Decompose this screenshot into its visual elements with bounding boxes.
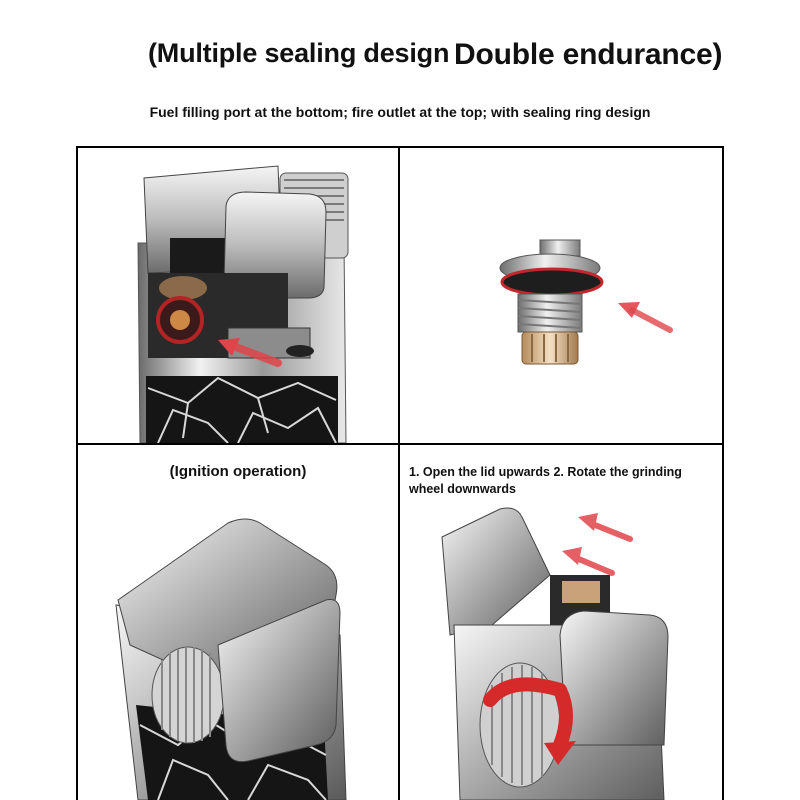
ignition-caption: (Ignition operation) [169, 463, 307, 480]
open-lid-arrow-icon [562, 513, 630, 573]
red-arrow-icon [618, 302, 670, 330]
title-multiple-sealing: (Multiple sealing design [148, 38, 450, 68]
panel-steps [400, 445, 722, 800]
sealing-ring [502, 269, 602, 295]
steps-illustration [400, 445, 722, 800]
panel-sealing-screw [400, 148, 722, 443]
title-double-endurance: Double endurance) [454, 38, 723, 71]
steps-caption: 1. Open the lid upwards 2. Rotate the grinding wheel downwards [409, 465, 682, 496]
lighter-open-top-illustration [78, 148, 398, 443]
panel-ignition-operation [78, 445, 398, 800]
grinding-wheel [152, 647, 224, 743]
panel-lighter-open-top [78, 148, 398, 443]
subtitle: Fuel filling port at the bottom; fire outlet at the top; with sealing ring design [149, 104, 651, 120]
sealing-screw-illustration [400, 148, 722, 443]
ignition-illustration [78, 445, 398, 800]
